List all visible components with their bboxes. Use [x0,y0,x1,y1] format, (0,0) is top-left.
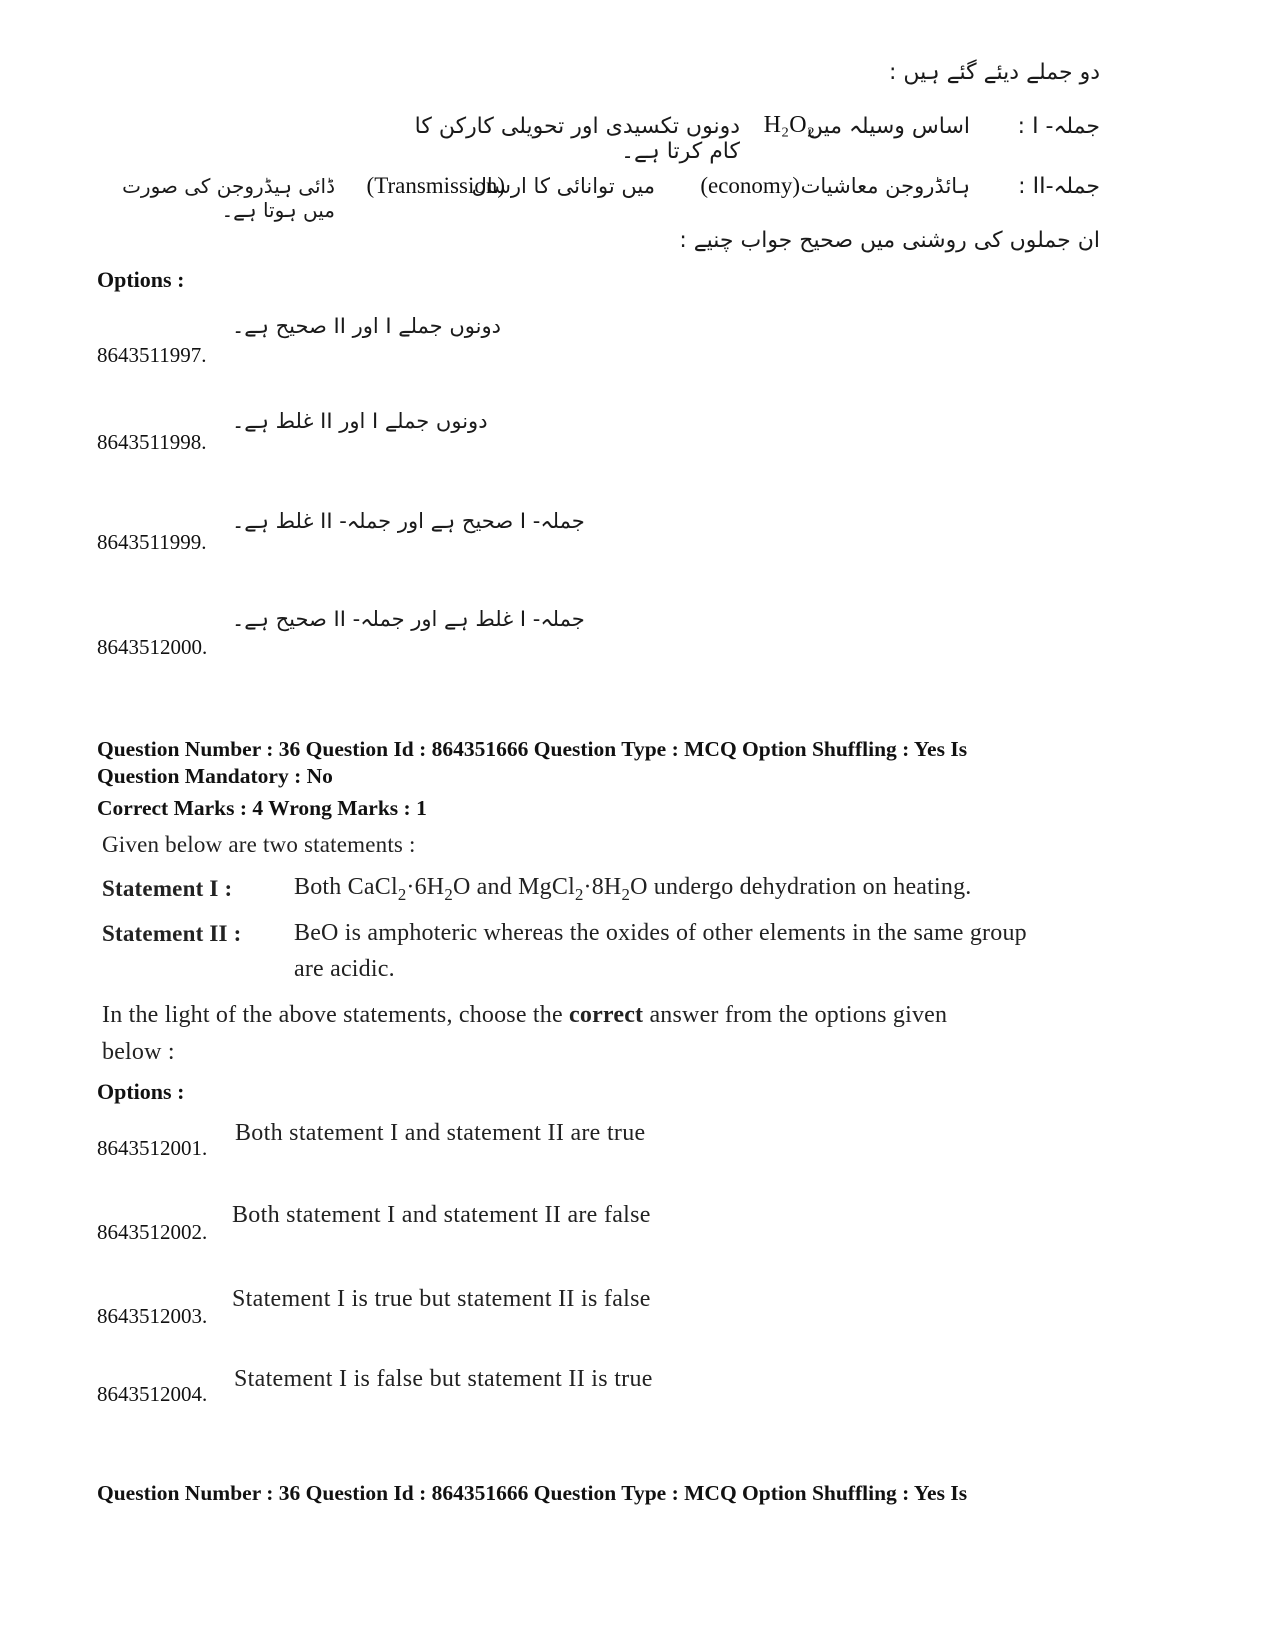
q36-intro: Given below are two statements : [102,832,416,857]
q36-meta-line2: Question Mandatory : No [97,764,333,788]
urdu-statement-2 [100,172,1100,222]
option-text: Both statement I and statement II are false [232,1202,651,1228]
option-id: 8643511998. [97,430,207,454]
option-id: 8643512004. [97,1382,208,1406]
q36-statement-2-text-line1: BeO is amphoteric whereas the oxides of other elements in the same group [294,920,1027,946]
option-text: Both statement I and statement II are true [235,1120,646,1146]
urdu-statement-2-text-c: ڈائی ہیڈروجن کی صورت میں ہوتا ہے۔ [122,174,335,222]
q36-prompt-line1: In the light of the above statements, choose the correct answer from the options given [102,1002,948,1028]
option-text: Statement I is false but statement II is true [234,1366,653,1392]
q36-meta-line1: Question Number : 36 Question Id : 864351666 Question Type : MCQ Option Shuffling : Yes Is [97,737,968,761]
urdu-statement-1-text-a: اساس وسیلہ میں [806,114,970,139]
q36-option-4[interactable] [97,1364,797,1414]
urdu-prompt: ان جملوں کی روشنی میں صحیح جواب چنیے : [679,228,1100,253]
option-id: 8643512002. [97,1220,208,1244]
option-text: Statement I is true but statement II is false [232,1286,651,1312]
option-id: 8643511997. [97,343,207,367]
transmission-term: (Transmission) [366,173,505,198]
option-id: 8643512001. [97,1136,208,1160]
q35-options-label: Options : [97,267,185,292]
urdu-statement-2-text-b: میں توانائی کا ارسال [471,174,655,198]
q36-statement-1-text: Both $CaCl_2\cdot 6H_2O$ and $MgCl_2\cdot 8H_2O$ undergo dehydration on heating. [294,874,972,904]
option-text: دونوں جملے I اور II صحیح ہے۔ [232,314,501,338]
q35-option-1[interactable] [97,310,697,370]
urdu-statement-1-label: جملہ- I : [1017,114,1100,139]
q36-option-2[interactable] [97,1200,797,1250]
option-id: 8643512003. [97,1304,208,1328]
h2o2-formula: H₂O₂ [763,112,815,138]
urdu-statement-1 [380,112,1100,164]
footer-meta: Question Number : 36 Question Id : 864351666 Question Type : MCQ Option Shuffling : Yes Is [97,1481,968,1505]
q36-options-label: Options : [97,1079,185,1104]
q36-statement-1-label: Statement I : [102,876,233,901]
q35-option-2[interactable] [97,405,697,465]
q36-meta [97,736,1197,822]
option-text: جملہ- I صحیح ہے اور جملہ- II غلط ہے۔ [232,509,585,533]
q36-prompt-line2: below : [102,1039,175,1065]
q35-option-3[interactable] [97,505,697,565]
q36-option-1[interactable] [97,1118,797,1168]
q36-statement-2-label: Statement II : [102,921,242,946]
q35-option-4[interactable] [97,605,697,665]
urdu-intro: دو جملے دیئے گئے ہیں : [888,60,1100,85]
option-text: جملہ- I غلط ہے اور جملہ- II صحیح ہے۔ [232,607,585,631]
q36-meta-line3: Correct Marks : 4 Wrong Marks : 1 [97,796,427,820]
urdu-statement-2-label: جملہ-II : [1018,174,1100,199]
option-id: 8643511999. [97,530,207,554]
urdu-statement-1-text-b: دونوں تکسیدی اور تحویلی کارکن کا کام کرتا ہے۔ [414,114,740,164]
q36-option-3[interactable] [97,1284,797,1334]
urdu-statement-2-text-a: ہائڈروجن معاشیات [800,174,970,198]
option-text: دونوں جملے I اور II غلط ہے۔ [232,409,488,433]
option-id: 8643512000. [97,635,208,659]
q36-statement-2-text-line2: are acidic. [294,956,395,982]
economy-term: (economy) [700,173,800,198]
